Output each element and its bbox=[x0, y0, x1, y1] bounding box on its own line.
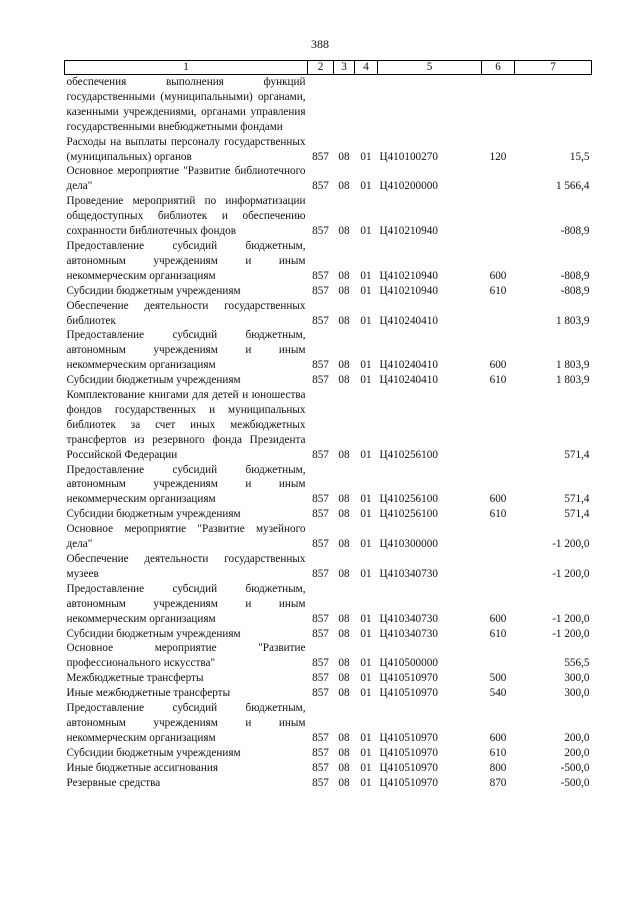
row-amount: -500,0 bbox=[560, 776, 590, 789]
row-name: Субсидии бюджетным учреждениям bbox=[66, 284, 241, 297]
row-subsection-code: 01 bbox=[360, 225, 372, 238]
table-row bbox=[65, 135, 592, 165]
row-name: Проведение мероприятий по информатизации общедоступных библиотек и обеспечению сохранности библиотечных фондов bbox=[66, 195, 306, 238]
row-amount: -1 200,0 bbox=[552, 612, 590, 625]
row-subsection-code: 01 bbox=[360, 776, 372, 789]
row-expense-type: 600 bbox=[489, 269, 507, 282]
row-expense-type bbox=[482, 75, 515, 135]
table-body bbox=[65, 75, 592, 791]
row-amount: -1 200,0 bbox=[552, 567, 590, 580]
row-amount: -500,0 bbox=[560, 761, 590, 774]
row-target-article: Ц410210940 bbox=[379, 269, 438, 282]
row-ved-code: 857 bbox=[312, 538, 329, 551]
row-subsection-code: 01 bbox=[360, 359, 372, 372]
row-amount: 571,4 bbox=[564, 448, 590, 461]
row-target-article: Ц410510970 bbox=[379, 761, 438, 774]
row-expense-type: 600 bbox=[489, 612, 507, 625]
row-amount: -808,9 bbox=[560, 269, 590, 282]
row-expense-type: 610 bbox=[489, 284, 507, 297]
row-subsection-code: 01 bbox=[360, 612, 372, 625]
table-row bbox=[65, 239, 592, 284]
table-row bbox=[65, 507, 592, 522]
row-name: Основное мероприятие "Развитие профессионального искусства" bbox=[66, 642, 306, 670]
row-expense-type: 600 bbox=[489, 359, 507, 372]
row-section-code: 08 bbox=[338, 269, 350, 282]
header-col-4: 4 bbox=[355, 61, 378, 75]
row-subsection-code: 01 bbox=[360, 761, 372, 774]
row-ved-code: 857 bbox=[312, 284, 329, 297]
row-target-article: Ц410510970 bbox=[379, 731, 438, 744]
row-section-code: 08 bbox=[338, 374, 350, 387]
table-row bbox=[65, 686, 592, 701]
row-name: Обеспечение деятельности государственных библиотек bbox=[66, 299, 306, 327]
row-expense-type: 610 bbox=[489, 374, 507, 387]
row-name: Субсидии бюджетным учреждениям bbox=[66, 508, 241, 521]
row-section-code: 08 bbox=[338, 359, 350, 372]
row-target-article: Ц410256100 bbox=[379, 493, 438, 506]
table-row bbox=[65, 641, 592, 671]
row-amount: 571,4 bbox=[564, 493, 590, 506]
row-expense-type bbox=[482, 522, 515, 552]
row-name: Резервные средства bbox=[66, 776, 161, 789]
row-section-code: 08 bbox=[338, 672, 350, 685]
row-name: Субсидии бюджетным учреждениям bbox=[66, 746, 241, 759]
table-row bbox=[65, 552, 592, 582]
row-amount: 556,5 bbox=[564, 657, 590, 670]
row-amount: -808,9 bbox=[560, 284, 590, 297]
row-ved-code: 857 bbox=[312, 687, 329, 700]
row-expense-type: 120 bbox=[489, 150, 507, 163]
row-expense-type: 500 bbox=[489, 672, 507, 685]
table-row bbox=[65, 522, 592, 552]
row-ved-code: 857 bbox=[312, 269, 329, 282]
row-ved-code: 857 bbox=[312, 672, 329, 685]
row-name: Предоставление субсидий бюджетным, автономным учреждениям и иным некоммерческим организациям bbox=[66, 702, 306, 744]
row-amount: 1 803,9 bbox=[555, 314, 590, 327]
row-ved-code: 857 bbox=[312, 761, 329, 774]
row-subsection-code bbox=[355, 75, 378, 135]
row-subsection-code: 01 bbox=[360, 731, 372, 744]
row-name: Основное мероприятие "Развитие библиотечного дела" bbox=[66, 165, 306, 193]
row-section-code: 08 bbox=[338, 776, 350, 789]
row-amount: 200,0 bbox=[564, 731, 590, 744]
row-name: Иные бюджетные ассигнования bbox=[66, 761, 218, 774]
row-section-code: 08 bbox=[338, 657, 350, 670]
row-subsection-code: 01 bbox=[360, 314, 372, 327]
row-expense-type bbox=[482, 641, 515, 671]
row-ved-code: 857 bbox=[312, 374, 329, 387]
row-ved-code: 857 bbox=[312, 508, 329, 521]
row-section-code bbox=[334, 75, 355, 135]
row-name: Субсидии бюджетным учреждениям bbox=[66, 374, 241, 387]
header-col-7: 7 bbox=[515, 61, 592, 75]
row-section-code: 08 bbox=[338, 508, 350, 521]
row-target-article: Ц410300000 bbox=[379, 538, 438, 551]
row-amount: 1 566,4 bbox=[555, 180, 590, 193]
row-amount: 1 803,9 bbox=[555, 359, 590, 372]
row-section-code: 08 bbox=[338, 567, 350, 580]
row-amount: 300,0 bbox=[564, 687, 590, 700]
row-target-article: Ц410256100 bbox=[379, 448, 438, 461]
row-section-code: 08 bbox=[338, 493, 350, 506]
table-row bbox=[65, 388, 592, 463]
row-target-article: Ц410340730 bbox=[379, 567, 438, 580]
row-section-code: 08 bbox=[338, 761, 350, 774]
row-target-article: Ц410340730 bbox=[379, 612, 438, 625]
table-row bbox=[65, 75, 592, 135]
table-row bbox=[65, 776, 592, 791]
row-subsection-code: 01 bbox=[360, 746, 372, 759]
row-ved-code: 857 bbox=[312, 359, 329, 372]
row-ved-code: 857 bbox=[312, 567, 329, 580]
row-target-article: Ц410200000 bbox=[379, 180, 438, 193]
row-expense-type: 540 bbox=[489, 687, 507, 700]
row-amount: 1 803,9 bbox=[555, 374, 590, 387]
table-row bbox=[65, 761, 592, 776]
row-target-article: Ц410510970 bbox=[379, 746, 438, 759]
row-amount bbox=[515, 75, 592, 135]
row-subsection-code: 01 bbox=[360, 687, 372, 700]
row-subsection-code: 01 bbox=[360, 150, 372, 163]
table-row bbox=[65, 582, 592, 627]
row-ved-code: 857 bbox=[312, 746, 329, 759]
row-section-code: 08 bbox=[338, 150, 350, 163]
row-section-code: 08 bbox=[338, 314, 350, 327]
row-name: обеспечения выполнения функций государственными (муниципальными) органами, казенными учреждениями, органами управления государственными внебюджетными фондами bbox=[66, 76, 306, 133]
page-number: 388 bbox=[311, 37, 329, 51]
row-name: Предоставление субсидий бюджетным, автономным учреждениям и иным некоммерческим организациям bbox=[66, 329, 306, 372]
table-row bbox=[65, 701, 592, 746]
row-expense-type: 800 bbox=[489, 761, 507, 774]
row-name: Предоставление субсидий бюджетным, автономным учреждениям и иным некоммерческим организациям bbox=[66, 582, 306, 625]
table-row bbox=[65, 164, 592, 194]
table-row bbox=[65, 328, 592, 373]
row-expense-type: 600 bbox=[489, 731, 507, 744]
row-section-code: 08 bbox=[338, 746, 350, 759]
row-name: Иные межбюджетные трансферты bbox=[66, 687, 231, 700]
row-name: Обеспечение деятельности государственных музеев bbox=[66, 553, 306, 580]
row-subsection-code: 01 bbox=[360, 657, 372, 670]
row-name: Предоставление субсидий бюджетным, автономным учреждениям и иным некоммерческим организациям bbox=[66, 239, 306, 282]
row-expense-type: 610 bbox=[489, 627, 507, 640]
row-target-article: Ц410510970 bbox=[379, 687, 438, 700]
row-ved-code: 857 bbox=[312, 314, 329, 327]
row-target-article: Ц410256100 bbox=[379, 508, 438, 521]
row-ved-code: 857 bbox=[312, 150, 329, 163]
header-row bbox=[65, 61, 592, 75]
row-target-article: Ц410240410 bbox=[379, 314, 438, 327]
row-subsection-code: 01 bbox=[360, 269, 372, 282]
row-section-code: 08 bbox=[338, 687, 350, 700]
row-ved-code: 857 bbox=[312, 225, 329, 238]
row-target-article: Ц410510970 bbox=[379, 776, 438, 789]
row-amount: 200,0 bbox=[564, 746, 590, 759]
row-target-article: Ц410210940 bbox=[379, 284, 438, 297]
row-target-article: Ц410100270 bbox=[379, 150, 438, 163]
row-ved-code: 857 bbox=[312, 776, 329, 789]
budget-table bbox=[64, 60, 592, 791]
row-subsection-code: 01 bbox=[360, 284, 372, 297]
row-expense-type: 600 bbox=[489, 493, 507, 506]
row-name: Межбюджетные трансферты bbox=[66, 672, 204, 685]
table-header bbox=[65, 61, 592, 75]
row-name: Предоставление субсидий бюджетным, автономным учреждениям и иным некоммерческим организациям bbox=[66, 463, 306, 506]
row-ved-code: 857 bbox=[312, 627, 329, 640]
row-section-code: 08 bbox=[338, 612, 350, 625]
row-target-article: Ц410500000 bbox=[379, 657, 438, 670]
row-expense-type: 610 bbox=[489, 746, 507, 759]
header-col-5: 5 bbox=[378, 61, 482, 75]
header-col-3: 3 bbox=[334, 61, 355, 75]
row-target-article: Ц410240410 bbox=[379, 374, 438, 387]
header-col-2: 2 bbox=[308, 61, 334, 75]
row-subsection-code: 01 bbox=[360, 567, 372, 580]
row-subsection-code: 01 bbox=[360, 538, 372, 551]
row-expense-type: 870 bbox=[489, 776, 507, 789]
row-section-code: 08 bbox=[338, 284, 350, 297]
row-subsection-code: 01 bbox=[360, 672, 372, 685]
row-subsection-code: 01 bbox=[360, 627, 372, 640]
row-section-code: 08 bbox=[338, 627, 350, 640]
row-section-code: 08 bbox=[338, 180, 350, 193]
row-subsection-code: 01 bbox=[360, 448, 372, 461]
table-row bbox=[65, 299, 592, 329]
row-amount: -1 200,0 bbox=[552, 538, 590, 551]
row-amount: -1 200,0 bbox=[552, 627, 590, 640]
row-expense-type bbox=[482, 299, 515, 329]
header-col-6: 6 bbox=[482, 61, 515, 75]
table-row bbox=[65, 671, 592, 686]
row-expense-type bbox=[482, 164, 515, 194]
row-subsection-code: 01 bbox=[360, 374, 372, 387]
row-name: Расходы на выплаты персоналу государственных (муниципальных) органов bbox=[66, 135, 306, 163]
row-expense-type bbox=[482, 194, 515, 239]
row-ved-code: 857 bbox=[312, 493, 329, 506]
row-target-article: Ц410210940 bbox=[379, 225, 438, 238]
table-row bbox=[65, 463, 592, 508]
row-section-code: 08 bbox=[338, 538, 350, 551]
row-target-article: Ц410240410 bbox=[379, 359, 438, 372]
row-ved-code: 857 bbox=[312, 180, 329, 193]
row-expense-type bbox=[482, 552, 515, 582]
row-section-code: 08 bbox=[338, 448, 350, 461]
row-target-article bbox=[378, 75, 482, 135]
row-expense-type bbox=[482, 388, 515, 463]
row-subsection-code: 01 bbox=[360, 493, 372, 506]
row-amount: 571,4 bbox=[564, 508, 590, 521]
table-row bbox=[65, 194, 592, 239]
row-ved-code bbox=[308, 75, 334, 135]
table-row bbox=[65, 746, 592, 761]
row-name: Субсидии бюджетным учреждениям bbox=[66, 627, 241, 640]
header-col-1: 1 bbox=[65, 61, 308, 75]
row-name: Комплектование книгами для детей и юношества фондов государственных и муниципальных библиотек за счет иных межбюджетных трансфертов из резервного фонда Президента Российской Федерации bbox=[66, 389, 306, 461]
row-name: Основное мероприятие "Развитие музейного дела" bbox=[66, 523, 306, 551]
row-target-article: Ц410340730 bbox=[379, 627, 438, 640]
row-ved-code: 857 bbox=[312, 731, 329, 744]
row-expense-type: 610 bbox=[489, 508, 507, 521]
row-subsection-code: 01 bbox=[360, 180, 372, 193]
table-row bbox=[65, 627, 592, 642]
table-row bbox=[65, 373, 592, 388]
row-amount: -808,9 bbox=[560, 225, 590, 238]
table-row bbox=[65, 284, 592, 299]
row-ved-code: 857 bbox=[312, 612, 329, 625]
row-section-code: 08 bbox=[338, 731, 350, 744]
row-amount: 300,0 bbox=[564, 672, 590, 685]
row-ved-code: 857 bbox=[312, 448, 329, 461]
row-target-article: Ц410510970 bbox=[379, 672, 438, 685]
row-ved-code: 857 bbox=[312, 657, 329, 670]
row-section-code: 08 bbox=[338, 225, 350, 238]
row-subsection-code: 01 bbox=[360, 508, 372, 521]
row-amount: 15,5 bbox=[569, 150, 590, 163]
